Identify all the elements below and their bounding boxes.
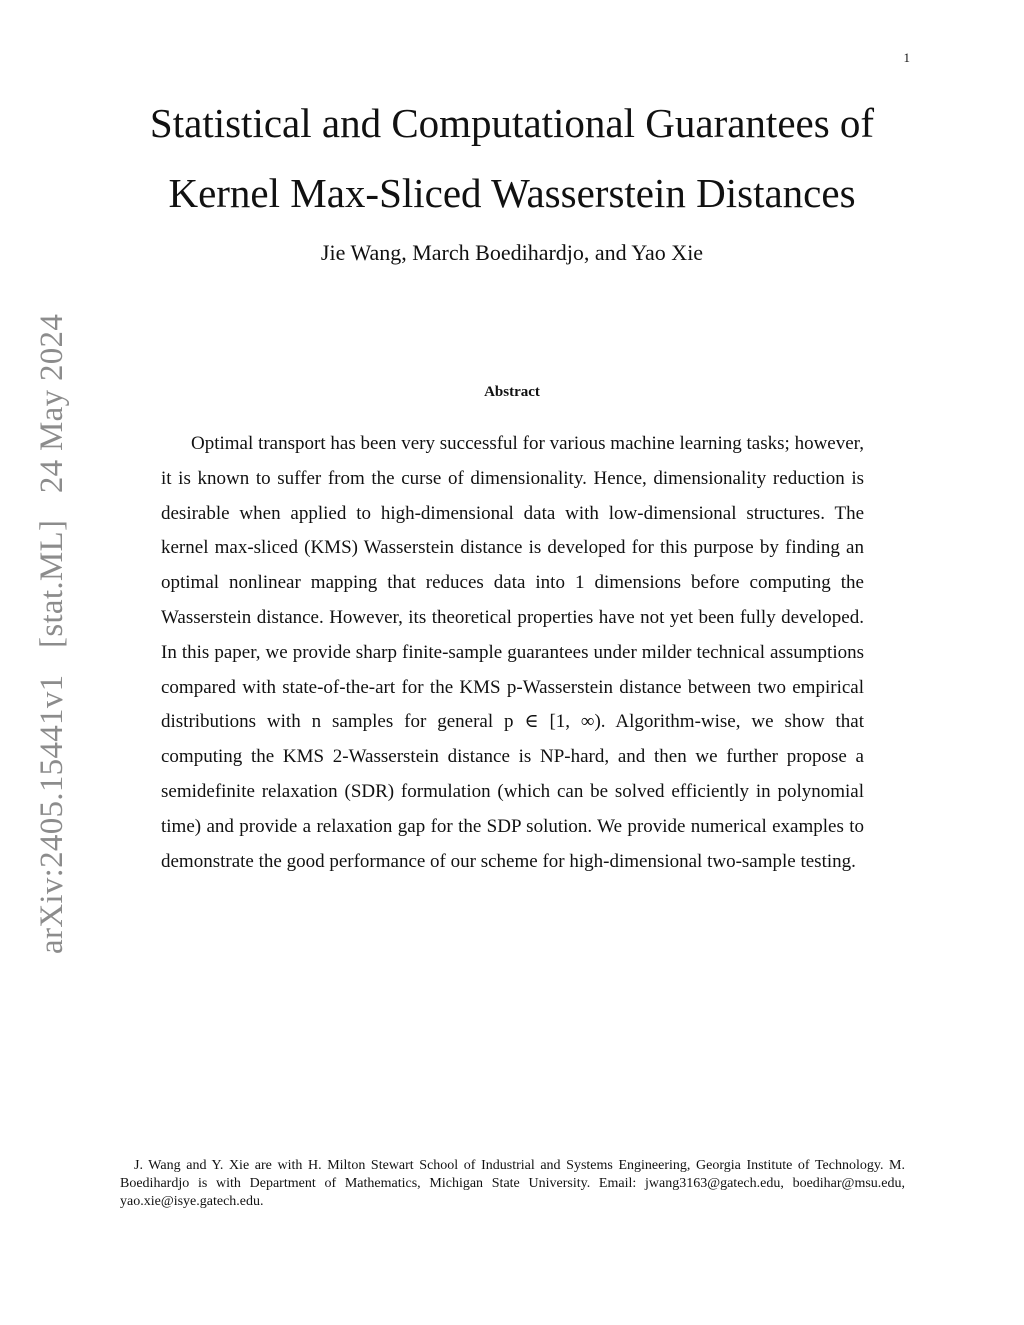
author-list: Jie Wang, March Boedihardjo, and Yao Xie [320,240,704,265]
paper-title-line-1: Statistical and Computational Guarantees of [149,100,875,146]
paper-title [100,88,924,228]
page-number: 1 [903,50,910,65]
arxiv-date: 24 May 2024 [34,313,70,494]
arxiv-category: [stat.ML] [34,519,70,648]
abstract-heading: Abstract [484,384,540,400]
author-affiliation-footnote: J. Wang and Y. Xie are with H. Milton Stewart School of Industrial and Systems Engineering, Georgia Institute of Technology. M. Boedihardjo is with Department of Mathematics, Michigan State University. Email: jwang3163@gatech.edu, boedihar@msu.edu, yao.xie@isye.gatech.edu. [120,1158,905,1209]
arxiv-id: arXiv:2405.15441v1 [34,674,70,954]
arxiv-side-stamp [34,296,71,954]
paper-title-line-2: Kernel Max-Sliced Wasserstein Distances [168,170,856,216]
abstract-body: Optimal transport has been very successful for various machine learning tasks; however, it is known to suffer from the curse of dimensionality. Hence, dimensionality reduction is desirable when applied to high-dimensional data with low-dimensional structures. The kernel max-sliced (KMS) Wasserstein distance is developed for this purpose by finding an optimal nonlinear mapping that reduces data into 1 dimensions before computing the Wasserstein distance. However, its theoretical properties have not yet been fully developed. In this paper, we provide sharp finite-sample guarantees under milder technical assumptions compared with state-of-the-art for the KMS p-Wasserstein distance between two empirical distributions with n samples for general p ∈ [1, ∞). Algorithm-wise, we show that computing the KMS 2-Wasserstein distance is NP-hard, and then we further propose a semidefinite relaxation (SDR) formulation (which can be solved efficiently in polynomial time) and provide a relaxation gap for the SDP solution. We provide numerical examples to demonstrate the good performance of our scheme for high-dimensional two-sample testing. [161,433,864,872]
